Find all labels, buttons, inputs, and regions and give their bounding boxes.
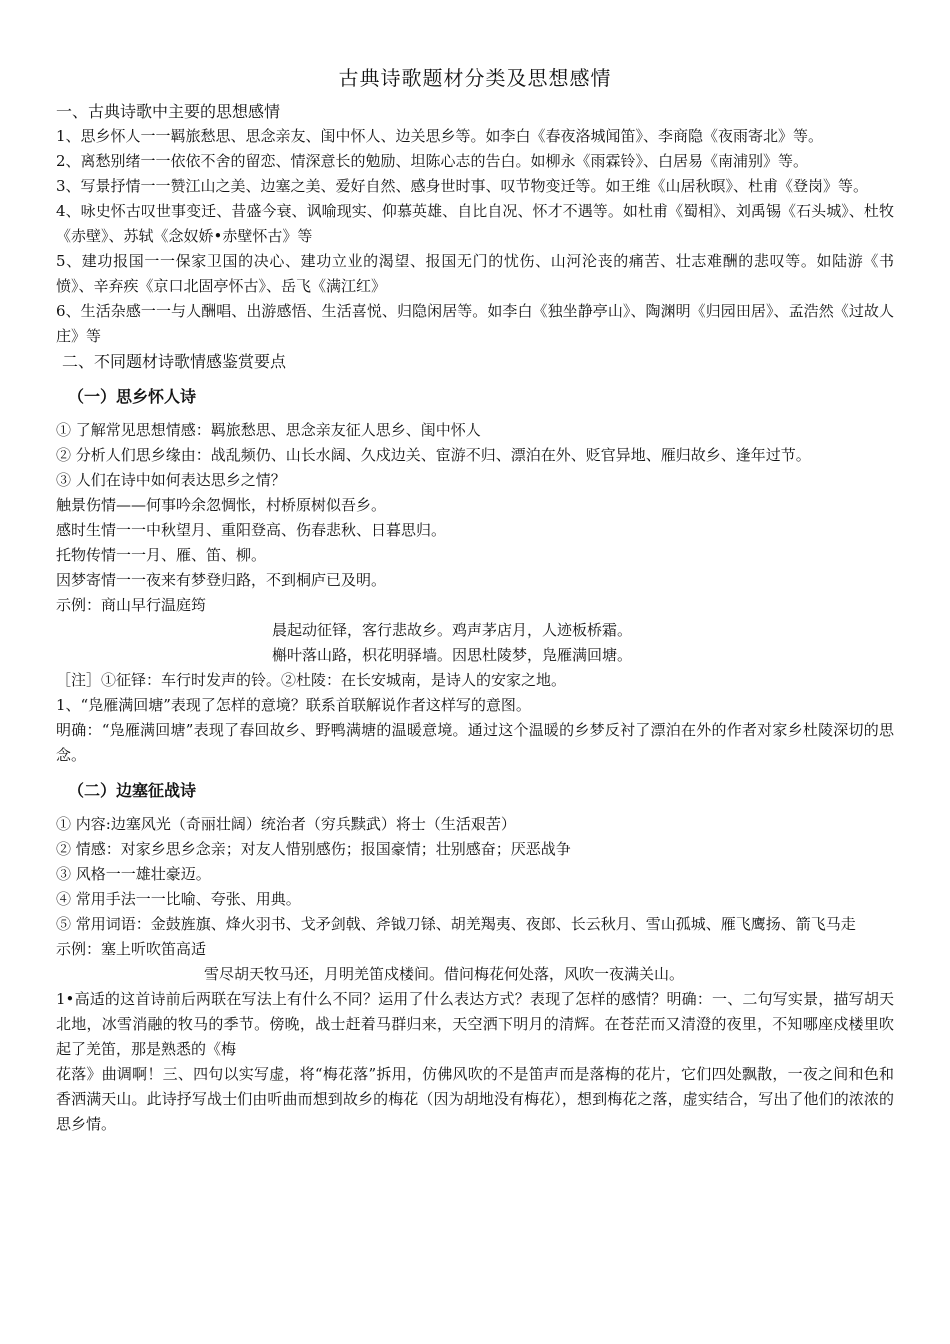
paragraph: 花落》曲调啊！三、四句以实写虚，将“梅花落”拆用，仿佛风吹的不是笛声而是落梅的花片，它们四处飘散，一夜之间和色和香洒满天山。此诗抒写战士们由听曲而想到故乡的梅花（因为胡地没有梅花），想到梅花之落，虚实结合，写出了他们的浓浓的思乡情。 [56, 1065, 894, 1133]
paragraph: 4、咏史怀古叹世事变迁、昔盛今衰、讽喻现实、仰慕英雄、自比自况、怀才不遇等。如杜甫《蜀相》、刘禹锡《石头城》、杜牧《赤壁》、苏轼《念奴娇•赤壁怀古》等 [56, 202, 894, 245]
paragraph: 明确：“凫雁满回塘”表现了春回故乡、野鸭满塘的温暖意境。通过这个温暖的乡梦反衬了漂泊在外的作者对家乡杜陵深切的思念。 [56, 721, 894, 764]
paragraph: 因梦寄情一一夜来有梦登归路，不到桐庐已及明。 [56, 571, 387, 589]
poem-line: 槲叶落山路，枳花明驿墙。因思杜陵梦，凫雁满回塘。 [272, 646, 633, 664]
paragraph: 感时生情一一中秋望月、重阳登高、伤春悲秋、日暮思归。 [56, 521, 447, 539]
paragraph: 1•高适的这首诗前后两联在写法上有什么不同？运用了什么表达方式？表现了怎样的感情？明确：一、二句写实景，描写胡天北地，冰雪消融的牧马的季节。傍晚，战士赶着马群归来，天空洒下明月的清辉。在苍茫而又清澄的夜里，不知哪座戍楼里吹起了羌笛，那是熟悉的《梅 [56, 990, 894, 1058]
paragraph: ③ 人们在诗中如何表达思乡之情？ [56, 471, 286, 489]
paragraph: ③ 风格一一雄壮豪迈。 [56, 865, 211, 883]
paragraph: ［注］①征铎：车行时发声的铃。②杜陵：在长安城南，是诗人的安家之地。 [56, 671, 567, 689]
section-1-heading: 一、古典诗歌中主要的思想感情 [56, 102, 281, 121]
paragraph: 3、写景抒情一一赞江山之美、边塞之美、爱好自然、感身世时事、叹节物变迁等。如王维《山居秋暝》、杜甫《登岗》等。 [56, 177, 869, 195]
paragraph: ① 了解常见思想情感：羁旅愁思、思念亲友征人思乡、闺中怀人 [56, 421, 481, 439]
poem-line: 雪尽胡天牧马还，月明羌笛戍楼间。借问梅花何处落，风吹一夜满关山。 [204, 965, 685, 983]
paragraph: ① 内容:边塞风光（奇丽壮阔）统治者（穷兵黩武）将士（生活艰苦） [56, 815, 516, 833]
paragraph: ② 情感：对家乡思乡念亲；对友人惜别感伤；报国豪情；壮别感奋；厌恶战争 [56, 840, 571, 858]
paragraph: 2、离愁别绪一一依依不舍的留恋、情深意长的勉励、坦陈心志的告白。如柳永《雨霖铃》、白居易《南浦别》等。 [56, 152, 809, 170]
page-title: 古典诗歌题材分类及思想感情 [338, 66, 612, 90]
section-2-heading: 二、不同题材诗歌情感鉴赏要点 [62, 352, 287, 371]
poem-line: 晨起动征铎，客行悲故乡。鸡声茅店月，人迹板桥霜。 [272, 621, 633, 639]
paragraph: 1、思乡怀人一一羁旅愁思、思念亲友、闺中怀人、边关思乡等。如李白《春夜洛城闻笛》、李商隐《夜雨寄北》等。 [56, 127, 824, 145]
paragraph: ④ 常用手法一一比喻、夸张、用典。 [56, 890, 301, 908]
paragraph: 5、建功报国一一保家卫国的决心、建功立业的渴望、报国无门的忧伤、山河沦丧的痛苦、壮志难酬的悲叹等。如陆游《书愤》、辛弃疾《京口北固亭怀古》、岳飞《满江红》 [56, 252, 894, 295]
paragraph: ⑤ 常用词语：金鼓旌旗、烽火羽书、戈矛剑戟、斧钺刀铩、胡羌羯夷、夜郎、长云秋月、雪山孤城、雁飞鹰扬、箭飞马走 [56, 915, 856, 933]
paragraph: 1、“凫雁满回塘”表现了怎样的意境？联系首联解说作者这样写的意图。 [56, 696, 531, 714]
paragraph: ② 分析人们思乡缘由：战乱频仍、山长水阔、久戍边关、宦游不归、漂泊在外、贬官异地、雁归故乡、逢年过节。 [56, 446, 811, 464]
paragraph: 6、生活杂感一一与人酬唱、出游感悟、生活喜悦、归隐闲居等。如李白《独坐静亭山》、陶渊明《归园田居》、孟浩然《过故人庄》等 [56, 302, 894, 345]
subsection-heading: （一）思乡怀人诗 [68, 387, 197, 406]
paragraph: 触景伤情——何事吟余忽惆怅，村桥原树似吾乡。 [56, 496, 387, 514]
paragraph: 示例：商山早行温庭筠 [56, 596, 207, 614]
subsection-heading: （二）边塞征战诗 [68, 781, 197, 800]
paragraph: 示例：塞上听吹笛高适 [56, 940, 207, 958]
paragraph: 托物传情一一月、雁、笛、柳。 [56, 546, 267, 564]
